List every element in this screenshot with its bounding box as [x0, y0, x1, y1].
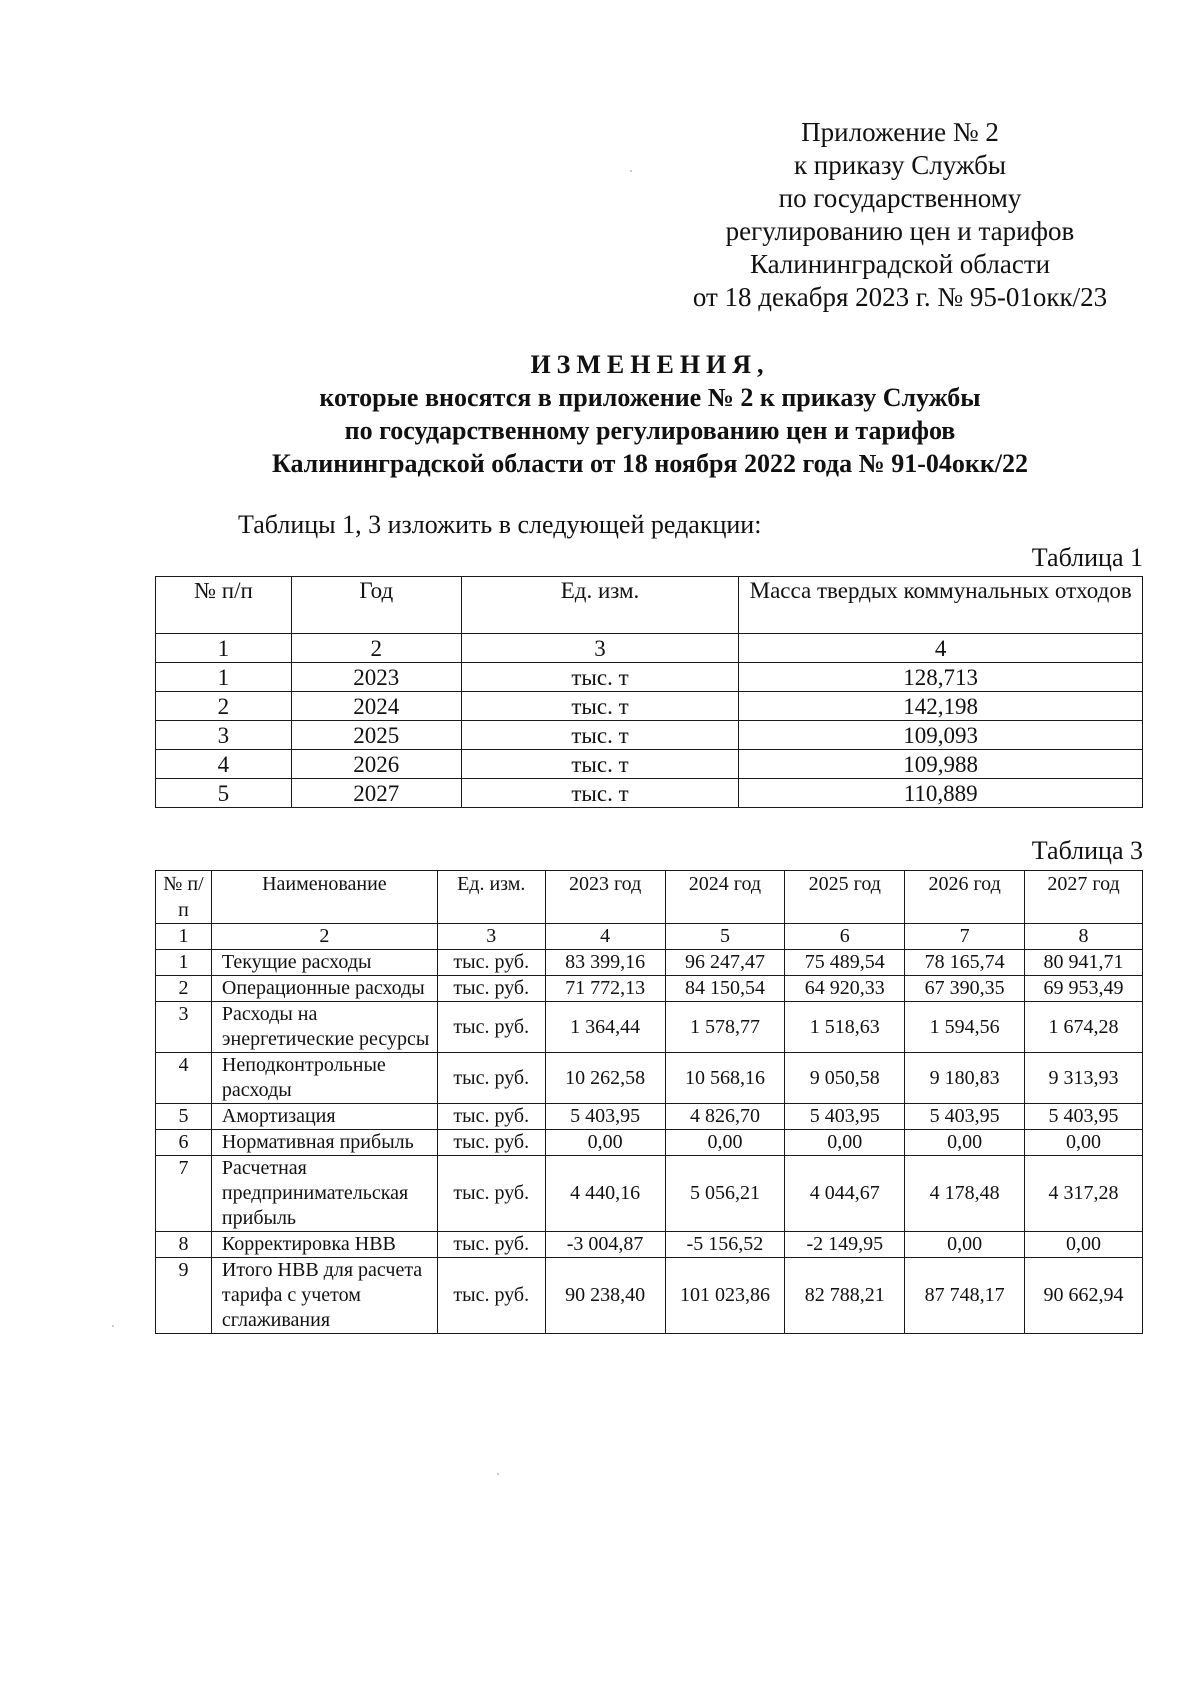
table-cell: 0,00 [1025, 1130, 1143, 1156]
table-cell: тыс. руб. [437, 950, 545, 976]
title-heading: ИЗМЕНЕНИЯ, [530, 350, 770, 379]
annex-line: Калининградской области [749, 249, 1051, 279]
table-cell: 96 247,47 [665, 950, 785, 976]
annex-line: от 18 декабря 2023 г. № 95-01окк/23 [692, 282, 1108, 312]
table-row [156, 950, 1143, 976]
table-cell: 0,00 [785, 1130, 905, 1156]
table-cell: 4 440,16 [545, 1156, 665, 1232]
table-cell: 82 788,21 [785, 1258, 905, 1334]
table-cell: Неподконтрольные расходы [211, 1053, 437, 1104]
table-cell: 90 238,40 [545, 1258, 665, 1334]
table-cell: тыс. т [461, 750, 739, 779]
table-row [156, 663, 1143, 692]
table-cell: тыс. руб. [437, 976, 545, 1002]
table-cell: 1 674,28 [1025, 1002, 1143, 1053]
table-cell: 5 [156, 1104, 212, 1130]
table3-caption: Таблица 3 [1031, 836, 1143, 865]
table-cell: 4 044,67 [785, 1156, 905, 1232]
table3-header-cell: 2027 год [1025, 871, 1143, 924]
table-cell: 1 [156, 634, 292, 663]
table3-header-row [156, 871, 1143, 924]
table-3 [155, 870, 1143, 1334]
table-cell: 7 [905, 924, 1025, 950]
table-cell: тыс. руб. [437, 1053, 545, 1104]
intro-text: Таблицы 1, 3 изложить в следующей редакции: [238, 510, 762, 539]
table-row [156, 1258, 1143, 1334]
table-cell: -3 004,87 [545, 1232, 665, 1258]
table-cell: 1 [156, 924, 212, 950]
table-cell: 6 [156, 1130, 212, 1156]
table-row [156, 976, 1143, 1002]
table-cell: тыс. руб. [437, 1232, 545, 1258]
annex-line: к приказу Службы [793, 150, 1007, 180]
table-cell: 2 [211, 924, 437, 950]
table-cell: тыс. т [461, 692, 739, 721]
table-cell: 142,198 [739, 692, 1143, 721]
table-cell: 4 [545, 924, 665, 950]
table-cell: 9 [156, 1258, 212, 1334]
table1-index-row [156, 634, 1143, 663]
table-cell: 2 [156, 692, 292, 721]
table-cell: 101 023,86 [665, 1258, 785, 1334]
scan-speck [630, 170, 632, 172]
table1-header-cell: Ед. изм. [461, 577, 739, 634]
table-cell: 64 920,33 [785, 976, 905, 1002]
table-cell: тыс. руб. [437, 1130, 545, 1156]
table-cell: 0,00 [545, 1130, 665, 1156]
table-cell: 69 953,49 [1025, 976, 1143, 1002]
table-cell: Расходы на энергетические ресурсы [211, 1002, 437, 1053]
table-cell: 87 748,17 [905, 1258, 1025, 1334]
table1-header-cell: Масса твердых коммунальных отходов [739, 577, 1143, 634]
table-cell: тыс. т [461, 779, 739, 808]
table-cell: 2027 [291, 779, 461, 808]
annex-line: регулированию цен и тарифов [725, 216, 1075, 246]
title-line: Калининградской области от 18 ноября 2022 года № 91-04окк/22 [271, 449, 1029, 478]
annex-block [660, 116, 1140, 314]
table-cell: 75 489,54 [785, 950, 905, 976]
table-cell: Нормативная прибыль [211, 1130, 437, 1156]
table-cell: 4 [739, 634, 1143, 663]
table-row [156, 721, 1143, 750]
title-line: по государственному регулированию цен и тарифов [344, 416, 956, 445]
table3-header-cell: Ед. изм. [437, 871, 545, 924]
table-row [156, 750, 1143, 779]
table-cell: 128,713 [739, 663, 1143, 692]
table3-index-row [156, 924, 1143, 950]
table-cell: Текущие расходы [211, 950, 437, 976]
table-cell: 8 [1025, 924, 1143, 950]
table-cell: тыс. руб. [437, 1104, 545, 1130]
table-cell: 2024 [291, 692, 461, 721]
table-cell: -5 156,52 [665, 1232, 785, 1258]
table-cell: -2 149,95 [785, 1232, 905, 1258]
table-cell: 7 [156, 1156, 212, 1232]
table3-header-cell: 2026 год [905, 871, 1025, 924]
table-cell: 8 [156, 1232, 212, 1258]
document-title [150, 348, 1150, 480]
table-cell: 9 180,83 [905, 1053, 1025, 1104]
scan-speck [112, 1325, 114, 1327]
table-cell: 2 [291, 634, 461, 663]
table-cell: 4 [156, 750, 292, 779]
table-row [156, 1002, 1143, 1053]
table-cell: тыс. руб. [437, 1002, 545, 1053]
table-cell: 71 772,13 [545, 976, 665, 1002]
table-cell: 9 313,93 [1025, 1053, 1143, 1104]
table-cell: Корректировка НВВ [211, 1232, 437, 1258]
table-row [156, 1232, 1143, 1258]
table-cell: 5 [665, 924, 785, 950]
table-cell: 3 [156, 721, 292, 750]
table-cell: Амортизация [211, 1104, 437, 1130]
table-cell: 1 364,44 [545, 1002, 665, 1053]
table1-header-row [156, 577, 1143, 634]
table-cell: 0,00 [905, 1130, 1025, 1156]
table-cell: 10 262,58 [545, 1053, 665, 1104]
title-line: которые вносятся в приложение № 2 к приказу Службы [319, 383, 981, 412]
table-cell: 3 [461, 634, 739, 663]
table-cell: 4 [156, 1053, 212, 1104]
table-cell: 80 941,71 [1025, 950, 1143, 976]
annex-line: Приложение № 2 [801, 117, 999, 147]
table-cell: 5 056,21 [665, 1156, 785, 1232]
table-cell: 110,889 [739, 779, 1143, 808]
table-cell: 0,00 [1025, 1232, 1143, 1258]
table-row [156, 1104, 1143, 1130]
table-row [156, 1053, 1143, 1104]
table-cell: 0,00 [905, 1232, 1025, 1258]
table-row [156, 692, 1143, 721]
annex-line: по государственному [778, 183, 1022, 213]
table-row [156, 779, 1143, 808]
table-cell: 4 178,48 [905, 1156, 1025, 1232]
table1-header-cell: Год [291, 577, 461, 634]
table3-header-cell: 2024 год [665, 871, 785, 924]
table-cell: 3 [156, 1002, 212, 1053]
table-cell: Итого НВВ для расчета тарифа с учетом сглаживания [211, 1258, 437, 1334]
table3-header-cell: Наименование [211, 871, 437, 924]
table-cell: 3 [437, 924, 545, 950]
table-cell: тыс. т [461, 663, 739, 692]
table-cell: 5 403,95 [905, 1104, 1025, 1130]
table-cell: 109,988 [739, 750, 1143, 779]
table1-header-cell: № п/п [156, 577, 292, 634]
table3-header-cell: № п/п [156, 871, 212, 924]
table-cell: 90 662,94 [1025, 1258, 1143, 1334]
table-cell: тыс. руб. [437, 1156, 545, 1232]
table-cell: 5 403,95 [545, 1104, 665, 1130]
table-cell: тыс. т [461, 721, 739, 750]
table-cell: 1 578,77 [665, 1002, 785, 1053]
table-cell: 1 518,63 [785, 1002, 905, 1053]
table1-caption: Таблица 1 [1031, 543, 1143, 572]
table-cell: 4 826,70 [665, 1104, 785, 1130]
table-cell: 83 399,16 [545, 950, 665, 976]
table-cell: 9 050,58 [785, 1053, 905, 1104]
table-cell: 5 403,95 [785, 1104, 905, 1130]
table-row [156, 1130, 1143, 1156]
table-cell: 6 [785, 924, 905, 950]
table-1 [155, 576, 1143, 808]
table-cell: 5 403,95 [1025, 1104, 1143, 1130]
table-cell: 2026 [291, 750, 461, 779]
table-cell: 1 594,56 [905, 1002, 1025, 1053]
table-cell: 4 317,28 [1025, 1156, 1143, 1232]
table3-header-cell: 2023 год [545, 871, 665, 924]
table-cell: 10 568,16 [665, 1053, 785, 1104]
table-cell: 2023 [291, 663, 461, 692]
table-cell: 1 [156, 950, 212, 976]
table-cell: тыс. руб. [437, 1258, 545, 1334]
table-cell: 2 [156, 976, 212, 1002]
table3-header-cell: 2025 год [785, 871, 905, 924]
table-cell: 0,00 [665, 1130, 785, 1156]
table-row [156, 1156, 1143, 1232]
table-cell: 67 390,35 [905, 976, 1025, 1002]
table-cell: 5 [156, 779, 292, 808]
table-cell: 109,093 [739, 721, 1143, 750]
table-cell: 84 150,54 [665, 976, 785, 1002]
table-cell: Операционные расходы [211, 976, 437, 1002]
scan-speck [497, 1473, 499, 1475]
table-cell: 78 165,74 [905, 950, 1025, 976]
table-cell: 1 [156, 663, 292, 692]
table-cell: 2025 [291, 721, 461, 750]
table-cell: Расчетная предпринимательская прибыль [211, 1156, 437, 1232]
